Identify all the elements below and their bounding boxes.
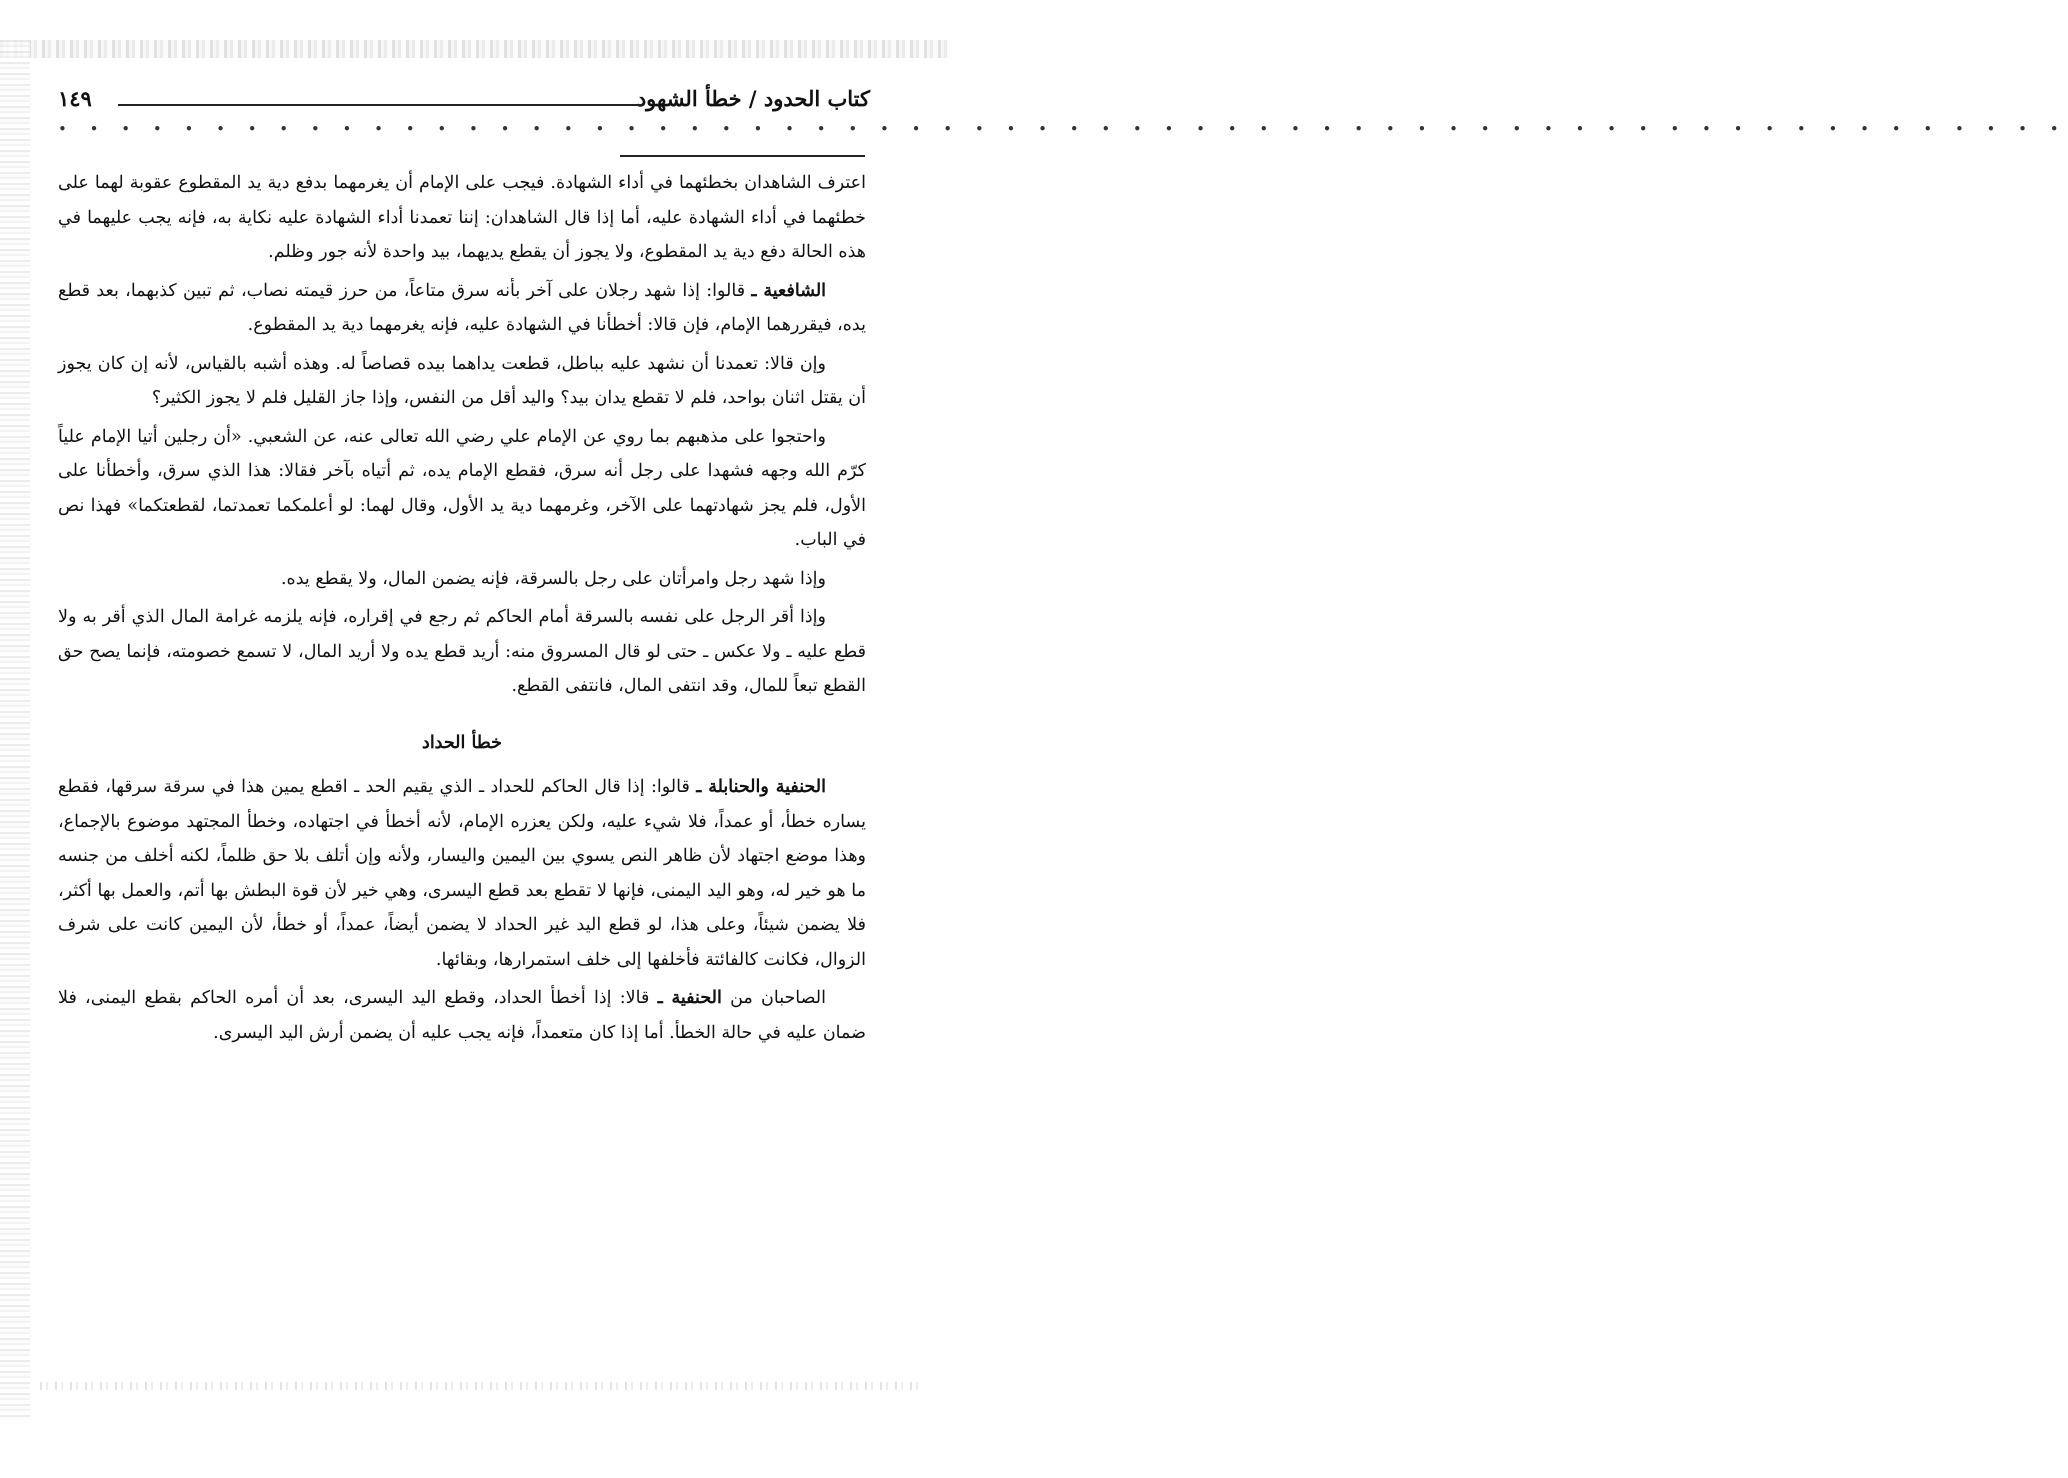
header-rule [118,104,642,106]
dotted-rule: • • • • • • • • • • • • • • • • • • • • • • • • • • • • • • • • • • • • • • • • • • • • • • • • • • • • • • • • • • • • • • • • [58,120,2068,138]
running-title: كتاب الحدود / خطأ الشهود [636,86,870,111]
paragraph: اعترف الشاهدان بخطئهما في أداء الشهادة. فيجب على الإمام أن يغرمهما بدفع دية يد المقطوع عقوبة لهما على خطئهما في أداء الشهادة عليه، أما إذا قال الشاهدان: إننا تعمدنا أداء الشهادة عليه نكاية به، فإنه يجب عليهما في هذه الحالة دفع دية يد المقطوع، ولا يجوز أن يقطع يديهما، بيد واحدة لأنه جور وظلم. [58,173,866,262]
paragraph-text: قالوا: إذا قال الحاكم للحداد ـ الذي يقيم الحد ـ اقطع يمين هذا في سرقة سرقها، فقطع يساره خطأ، أو عمداً، فلا شيء عليه، ولكن يعزره الإمام، لأنه أخطأ في اجتهاده، وخطأ المجتهد موضوع بالإجماع، وهذا موضع اجتهاد لأن ظاهر النص يسوي بين اليمين واليسار، ولأنه وإن أتلف بلا حق ظلماً، لكنه أخلف من جنسه ما هو خير له، وهو اليد اليمنى، فإنها لا تقطع بعد قطع اليسرى، وهي خير لأن قوة البطش بها أتم، والعمل بها أكثر، فلا يضمن شيئاً، وعلى هذا، لو قطع اليد غير الحداد لا يضمن أيضاً، عمداً، أو خطأ، لأن اليمين كانت على شرف الزوال، فكانت كالفائتة فأخلفها إلى خلف استمرارها، وبقائها. [58,777,866,970]
paragraph: وإذا أقر الرجل على نفسه بالسرقة أمام الحاكم ثم رجع في إقراره، فإنه يلزمه غرامة المال الذي أقر به ولا قطع عليه ـ ولا عكس ـ حتى لو قال المسروق منه: أريد قطع يده ولا أريد المال، لا تسمع خصومته، فإنما يصح حق القطع تبعاً للمال، وقد انتفى المال، فانتفى القطع. [58,607,866,696]
scan-noise-bottom [40,1382,920,1390]
page-body [58,166,866,1054]
school-name: الحنفية والحنابلة ـ [696,777,827,797]
paragraph: واحتجوا على مذهبهم بما روي عن الإمام علي رضي الله تعالى عنه، عن الشعبي. «أن رجلين أتيا الإمام علياً كرّم الله وجهه فشهدا على رجل أنه سرق، فقطع الإمام يده، ثم أتياه بآخر فقالا: هذا الذي سرق، وأخطأنا على الأول، فلم يجز شهادتهما على الآخر، وغرمهما دية يد الأول، وقال لهما: لو أعلمكما تعمدتما، لقطعتكما» فهذا نص في الباب. [58,426,866,550]
paragraph: وإذا شهد رجل وامرأتان على رجل بالسرقة، فإنه يضمن المال، ولا يقطع يده. [280,568,826,589]
page-header [58,86,870,118]
school-name: الشافعية ـ [751,280,827,301]
school-name: الحنفية ـ [657,988,722,1008]
section-heading: خطأ الحداد [422,732,502,753]
paragraph-text: قالوا: إذا شهد رجلان على آخر بأنه سرق متاعاً، من حرز قيمته نصاب، ثم تبين كذبهما، بعد قطع يده، فيقررهما الإمام، فإن قالا: أخطأنا في الشهادة عليه، فإنه يغرمهما دية يد المقطوع. [58,280,866,335]
footnote-rule [620,155,865,157]
paragraph [58,274,866,343]
paragraph-text: قالا: إذا أخطأ الحداد، وقطع اليد اليسرى، بعد أن أمره الحاكم بقطع اليمنى، فلا ضمان عليه في حالة الخطأ. أما إذا كان متعمداً، فإنه يجب عليه أن يضمن أرش اليد اليسرى. [58,988,866,1043]
scan-noise-left [0,40,30,1420]
paragraph-text: الصاحبان من [721,988,826,1008]
scan-noise-top [0,40,950,58]
paragraph [58,981,866,1050]
page-number: ١٤٩ [58,86,92,111]
paragraph: وإن قالا: تعمدنا أن نشهد عليه بباطل، قطعت يداهما بيده قصاصاً له. وهذه أشبه بالقياس، لأنه إن كان يجوز أن يقتل اثنان بواحد، فلم لا تقطع يدان بيد؟ واليد أقل من النفس، وإذا جاز القليل فلم لا يجوز الكثير؟ [58,353,866,408]
paragraph [58,770,866,977]
